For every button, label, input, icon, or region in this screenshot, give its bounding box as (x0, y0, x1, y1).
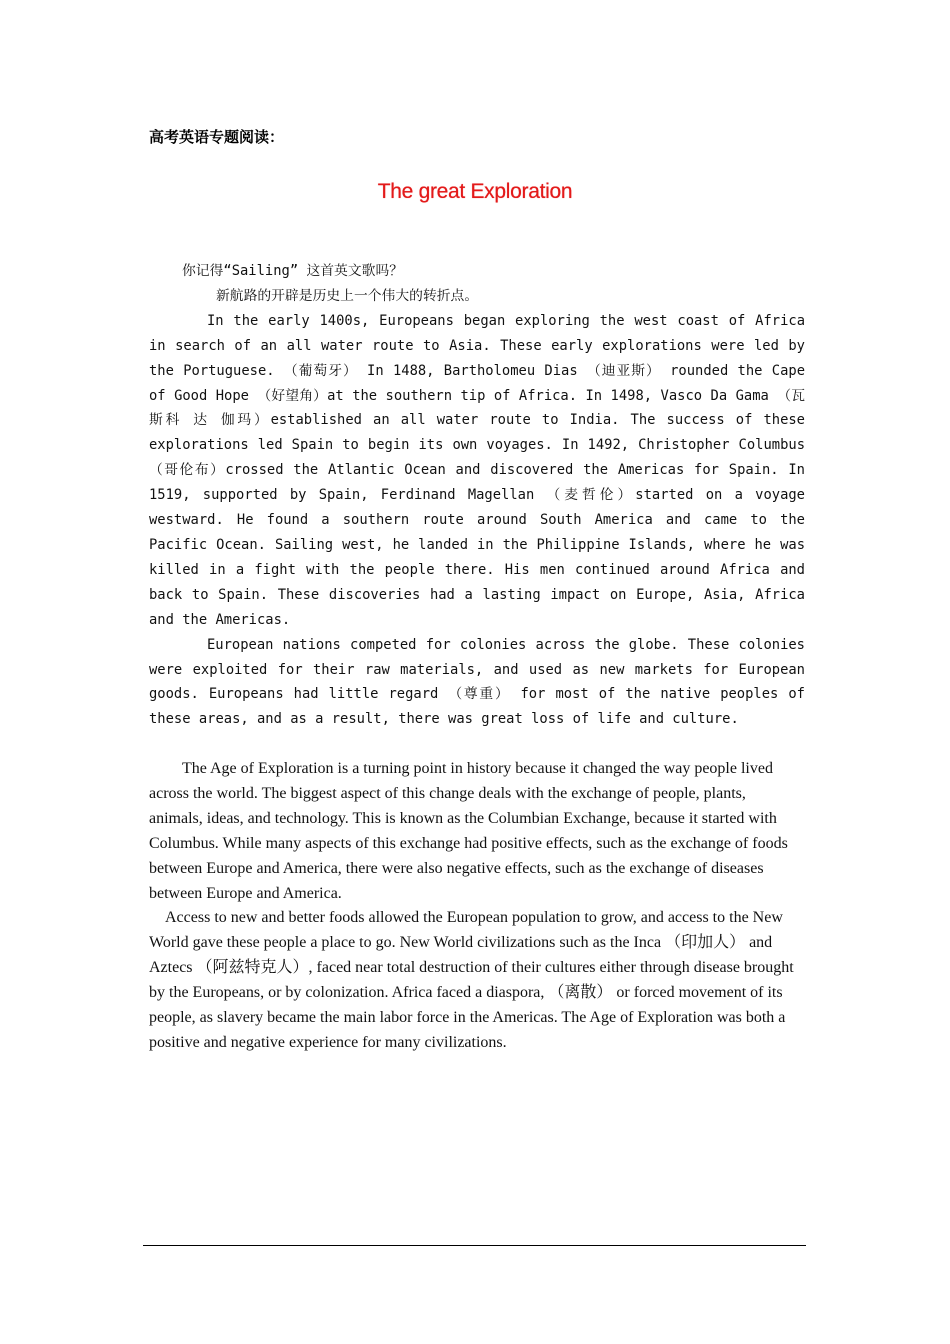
reading-passage-part-1 (149, 259, 805, 732)
paragraph-exploration-history: In the early 1400s, Europeans began exploring the west coast of Africa in search of an all water route to Asia. These early explorations were led by the Portuguese. （葡萄牙） In 1488, Bartholomeu Dias （迪亚斯） rounded the Cape of Good Hope （好望角）at the southern tip of Africa. In 1498, Vasco Da Gama （瓦斯科 达 伽玛）established an all water route to India. The success of these explorations led Spain to begin its own voyages. In 1492, Christopher Columbus （哥伦布）crossed the Atlantic Ocean and discovered the Americas for Spain. In 1519, supported by Spain, Ferdinand Magellan （麦哲伦）started on a voyage westward. He found a southern route around South America and came to the Pacific Ocean. Sailing west, he landed in the Philippine Islands, where he was killed in a fight with the people there. His men continued around Africa and back to Spain. These discoveries had a lasting impact on Europe, Asia, Africa and the Americas. (149, 312, 805, 628)
footer-divider (143, 1245, 806, 1246)
reading-passage-part-2 (149, 757, 803, 1056)
intro-statement: 新航路的开辟是历史上一个伟大的转折点。 (216, 287, 479, 304)
intro-question: 你记得“Sailing” 这首英文歌吗？ (182, 263, 404, 279)
paragraph-colonies: European nations competed for colonies across the globe. These colonies were exploited for their raw materials, and used as new markets for European goods. Europeans had little regard （尊重） for most of the native peoples of these areas, and as a result, there was great loss of life and culture. (149, 636, 805, 728)
document-title: The great Exploration (377, 180, 573, 203)
paragraph-effects: Access to new and better foods allowed the European population to grow, and access to the New World gave these people a place to go. New World civilizations such as the Inca （印加人） and Aztecs （阿兹特克人）, faced near total destruction of their cultures either through disease brought by the Europeans, or by colonization. Africa faced a diaspora, （离散） or forced movement of its people, as slavery became the main labor force in the Americas. The Age of Exploration was both a positive and negative experience for many civilizations. (149, 909, 794, 1051)
section-label: 高考英语专题阅读： (149, 128, 285, 146)
paragraph-columbian-exchange: The Age of Exploration is a turning point in history because it changed the way people lived across the world. The biggest aspect of this change deals with the exchange of people, plants, animals, ideas, and technology. This is known as the Columbian Exchange, because it started with Columbus. While many aspects of this exchange had positive effects, such as the exchange of foods between Europe and America, there were also negative effects, such as the exchange of diseases between Europe and America. (149, 760, 788, 902)
